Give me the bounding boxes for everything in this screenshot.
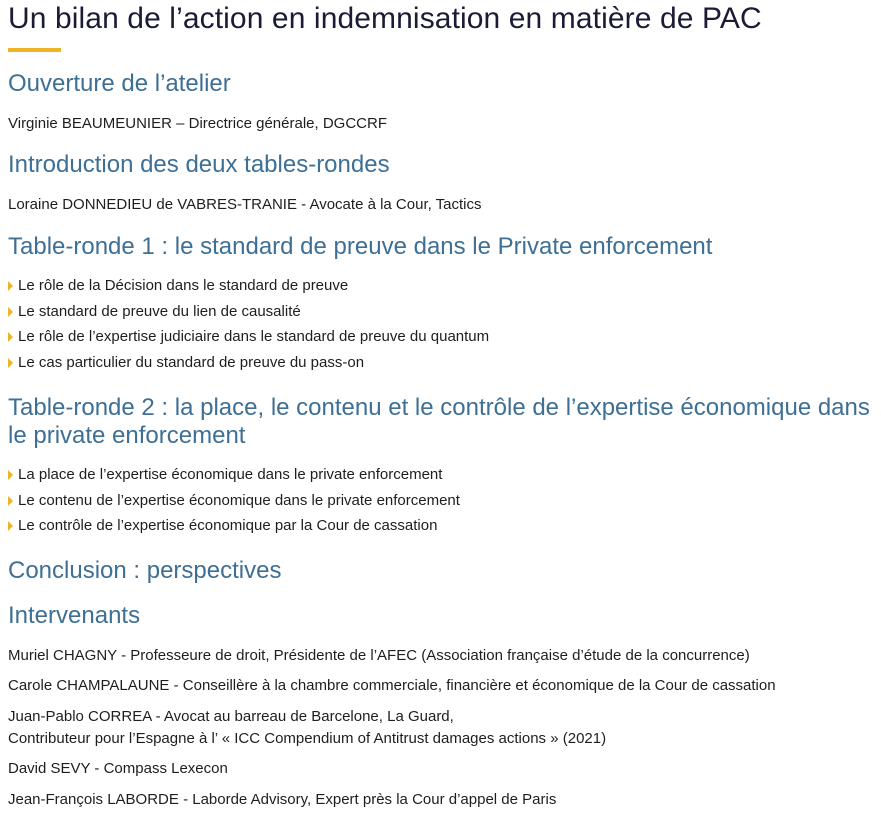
list-item [8,492,460,518]
section-heading-table-ronde-1: Table-ronde 1 : le standard de preuve dans le Private enforcement [8,233,713,260]
table-ronde-1-topics [8,277,489,379]
section-heading-table-ronde-2: Table-ronde 2 : la place, le contenu et le contrôle de l’expertise économique dans le private enforcement [8,394,870,449]
speaker-line: Contributeur pour l’Espagne à l’ « ICC Compendium of Antitrust damages actions » (2021) [8,730,607,747]
list-item-text: Le contenu de l’expertise économique dans le private enforcement [18,491,460,509]
speaker-line: Muriel CHAGNY - Professeure de droit, Présidente de l’AFEC (Association française d’étude de la concurrence) [8,647,750,664]
section-heading-introduction: Introduction des deux tables-rondes [8,151,390,178]
section-heading-opening: Ouverture de l’atelier [8,70,231,97]
section-heading-intervenants: Intervenants [8,602,141,629]
triangle-right-icon [8,307,13,317]
speaker-line: David SEVY - Compass Lexecon [8,760,228,777]
list-item-text: Le rôle de la Décision dans le standard de preuve [18,277,349,294]
page-title: Un bilan de l’action en indemnisation en matière de PAC [8,2,762,35]
introduction-speaker: Loraine DONNEDIEU de VABRES-TRANIE - Avocate à la Cour, Tactics [8,196,482,213]
list-item-text: La place de l’expertise économique dans le private enforcement [18,466,443,483]
list-item-text: Le contrôle de l’expertise économique par la Cour de cassation [18,517,438,534]
list-item [8,328,489,354]
list-item [8,277,489,303]
list-item [8,303,489,329]
triangle-right-icon [8,358,13,368]
opening-speaker: Virginie BEAUMEUNIER – Directrice générale, DGCCRF [8,115,387,132]
section-heading-conclusion: Conclusion : perspectives [8,557,282,584]
triangle-right-icon [8,281,13,291]
triangle-right-icon [8,521,13,531]
list-item [8,354,489,380]
speaker-line: Juan-Pablo CORREA - Avocat au barreau de Barcelone, La Guard, [8,708,454,725]
list-item [8,466,460,492]
triangle-right-icon [8,332,13,342]
speaker-line: Carole CHAMPALAUNE - Conseillère à la chambre commerciale, financière et économique de la Cour de cassation [8,677,776,694]
triangle-right-icon [8,496,13,506]
table-ronde-2-topics [8,466,460,543]
list-item-text: Le standard de preuve du lien de causalité [18,302,301,320]
title-underline [8,48,61,52]
list-item-text: Le cas particulier du standard de preuve du pass-on [18,353,365,371]
triangle-right-icon [8,470,13,480]
speaker-line: Jean-François LABORDE - Laborde Advisory, Expert près la Cour d’appel de Paris [8,791,557,808]
list-item [8,517,460,543]
list-item-text: Le rôle de l’expertise judiciaire dans le standard de preuve du quantum [18,328,490,345]
